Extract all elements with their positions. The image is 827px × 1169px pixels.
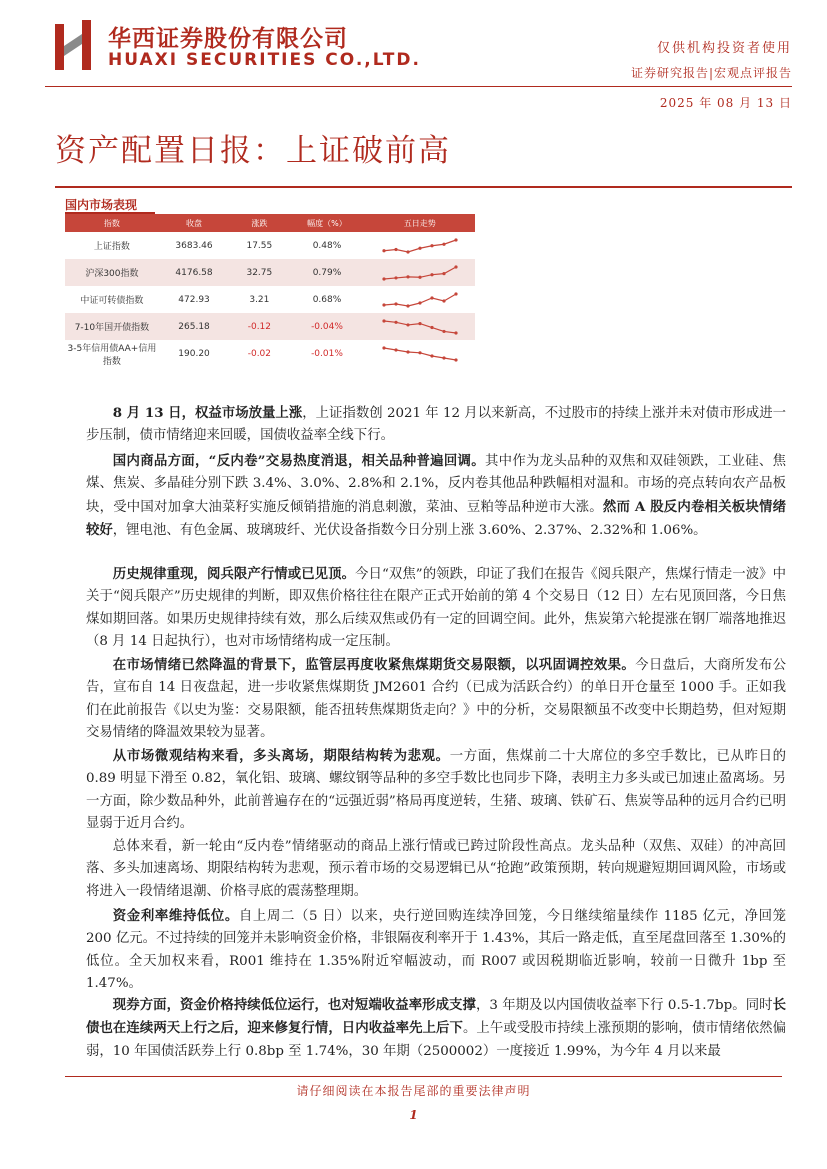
sparkline-point <box>406 250 409 253</box>
footer-divider <box>65 1076 782 1077</box>
sparkline-point <box>382 249 385 252</box>
sparkline-point <box>382 346 385 349</box>
paragraph-text: ，3 年期及以内国债收益率下行 0.5-1.7bp。同时 <box>475 998 773 1013</box>
col-header-change: 涨跌 <box>229 214 289 232</box>
cell-pct: 0.79% <box>290 259 365 286</box>
sparkline-point <box>394 276 397 279</box>
paragraph-lead-bold: 在市场情绪已然降温的背景下，监管层再度收紧焦煤期货交易限额，以巩固调控效果。 <box>112 657 636 673</box>
col-header-close: 收盘 <box>159 214 229 232</box>
cell-pct: -0.04% <box>290 313 365 340</box>
table-row <box>65 313 475 340</box>
paragraph-text: 一方面，焦煤前二十大席位的多空手数比，已从昨日的 0.89 明显下滑至 0.82，氧化铝、玻璃、螺纹钢等品种的多空手数比也同步下降，表明主力多头或已加速止盈离场。另一方面，除少数品种外，此前普遍存在的“远强近弱”格局再度逆转，生猪、玻璃、铁矿石、焦炭等品种的远月合约已明显弱于近月合约。 <box>86 749 787 831</box>
table-row <box>65 259 475 286</box>
sparkline-point <box>454 358 457 361</box>
market-table <box>65 214 475 367</box>
sparkline-point <box>406 350 409 353</box>
body-paragraph <box>86 654 786 744</box>
paragraph-lead-bold: 从市场微观结构来看，多头离场，期限结构转为悲观。 <box>112 748 450 764</box>
body-paragraph <box>86 563 786 653</box>
sparkline-point <box>418 351 421 354</box>
cell-index-name: 上证指数 <box>93 242 130 252</box>
sparkline-chart <box>380 317 460 337</box>
sparkline-point <box>406 304 409 307</box>
col-header-index: 指数 <box>65 214 159 232</box>
sparkline-point <box>418 322 421 325</box>
sparkline-chart <box>380 263 460 283</box>
audience-note: 仅供机构投资者使用 <box>656 41 792 56</box>
report-date: 2025 年 08 月 13 日 <box>659 96 792 110</box>
paragraph-text: 。上午或受股市持续上涨预期的影响，债市情绪依然偏弱，10 年国债活跃券上行 0.8bp 至 1.74%，30 年期（2500002）一度接近 1.99%，为今年 4 月以来最 <box>86 1021 787 1059</box>
table-row <box>65 232 475 259</box>
cell-index-name: 7-10年国开债指数 <box>65 313 159 340</box>
sparkline-point <box>418 301 421 304</box>
cell-change: 17.55 <box>246 240 273 251</box>
sparkline-point <box>454 238 457 241</box>
sparkline-point <box>430 325 433 328</box>
sparkline-point <box>394 302 397 305</box>
table-title: 国内市场表现 <box>65 198 138 212</box>
sparkline-point <box>394 320 397 323</box>
sparkline-point <box>418 246 421 249</box>
paragraph-lead-bold: 然而 A 股反内卷相关板块情绪较好 <box>86 498 786 538</box>
cell-change: -0.12 <box>229 313 289 340</box>
cell-change: 32.75 <box>229 259 289 286</box>
page-number: 1 <box>409 1108 418 1122</box>
sparkline-point <box>454 331 457 334</box>
body-paragraph <box>86 836 786 903</box>
sparkline-point <box>406 323 409 326</box>
sparkline-point <box>430 296 433 299</box>
cell-close: 472.93 <box>178 294 210 305</box>
cell-close: 3683.46 <box>175 240 213 251</box>
brand-name-cn: 华西证券股份有限公司 <box>108 26 348 52</box>
brand-name-en: HUAXI SECURITIES CO.,LTD. <box>108 50 421 70</box>
cell-close: 190.20 <box>178 348 210 359</box>
sparkline-chart <box>380 236 460 256</box>
title-divider <box>55 186 792 188</box>
col-header-pct: 幅度（%） <box>290 214 365 232</box>
table-row <box>65 340 475 367</box>
body-paragraph <box>86 745 786 835</box>
paragraph-text: 今日盘后，大商所发布公告，宣布自 14 日夜盘起，进一步收紧焦煤期货 JM2601 合约（已成为活跃合约）的单日开仓量至 1000 手。正如我们在此前报告《以史为鉴：交易限额，能否扭转焦煤期货走向？》中的分析，交易限额虽不改变中长期趋势，但对短期交易情绪的降温效果较为显著。 <box>86 658 787 740</box>
header-divider <box>45 86 792 87</box>
table-header-row <box>65 214 475 232</box>
huaxi-logo-icon <box>55 20 97 70</box>
legal-notice: 请仔细阅读在本报告尾部的重要法律声明 <box>296 1084 531 1098</box>
sparkline-point <box>406 275 409 278</box>
sparkline-point <box>442 356 445 359</box>
body-paragraph <box>86 402 786 448</box>
sparkline-point <box>430 354 433 357</box>
paragraph-lead-bold: 国内商品方面，“反内卷”交易热度消退，相关品种普遍回调。 <box>112 453 485 469</box>
paragraph-lead-bold: 资金利率维持低位。 <box>112 908 239 924</box>
sparkline-point <box>394 348 397 351</box>
paragraph-lead-bold: 现券方面，资金价格持续低位运行，也对短端收益率形成支撑 <box>112 997 476 1013</box>
paragraph-lead-bold: 长债也在连续两天上行之后，迎来修复行情，日内收益率先上后下 <box>86 997 786 1037</box>
cell-trend <box>364 286 475 313</box>
body-paragraph <box>86 905 786 995</box>
sparkline-point <box>418 275 421 278</box>
sparkline-point <box>442 299 445 302</box>
sparkline-point <box>430 244 433 247</box>
paragraph-text: ，锂电池、有色金属、玻璃玻纤、光伏设备指数今日分别上涨 3.60%、2.37%、2.32%和 1.06%。 <box>112 522 707 538</box>
page-title: 资产配置日报：上证破前高 <box>55 133 451 169</box>
sparkline-point <box>442 242 445 245</box>
cell-trend <box>364 259 475 286</box>
table-row <box>65 286 475 313</box>
sparkline-chart <box>380 290 460 310</box>
sparkline-chart <box>380 344 460 364</box>
cell-change: -0.02 <box>247 348 272 359</box>
body-paragraph <box>86 994 786 1063</box>
paragraph-text: 总体来看，新一轮由“反内卷”情绪驱动的商品上涨行情或已跨过阶段性高点。龙头品种（双焦、双硅）的冲高回落、多头加速离场、期限结构转为悲观，预示着市场的交易逻辑已从“抢跑”政策预期，转向规避短期回调风险，市场或将进入一段情绪退潮、价格寻底的震荡整理期。 <box>86 839 786 899</box>
sparkline-point <box>454 265 457 268</box>
cell-trend <box>364 313 475 340</box>
sparkline-point <box>394 247 397 250</box>
cell-pct: 0.48% <box>312 240 342 251</box>
cell-index-name: 中证可转债指数 <box>80 296 144 306</box>
cell-index-name: 3-5年信用债AA+信用指数 <box>67 343 157 367</box>
paragraph-text: 自上周二（5 日）以来，央行逆回购连续净回笼，今日继续缩量续作 1185 亿元，净回笼 200 亿元。不过持续的回笼并未影响资金价格，非银隔夜利率开于 1.43%，其后一路走低，直至尾盘回落至 1.30%的低位。全天加权来看，R001 维持在 1.35%附近窄幅波动，而 R007 或因税期临近影响，较前一日微升 1bp 至 1.47%。 <box>86 909 786 991</box>
sparkline-point <box>442 329 445 332</box>
body-paragraph <box>86 450 786 542</box>
cell-trend <box>364 340 475 367</box>
sparkline-point <box>442 272 445 275</box>
col-header-trend: 五日走势 <box>364 214 475 232</box>
cell-index-name: 沪深300指数 <box>65 259 159 286</box>
cell-close: 4176.58 <box>159 259 229 286</box>
paragraph-text: ，上证指数创 2021 年 12 月以来新高，不过股市的持续上涨并未对债市形成进一步压制，债市情绪迎来回暖，国债收益率全线下行。 <box>86 406 786 444</box>
sparkline-point <box>454 292 457 295</box>
paragraph-lead-bold: 历史规律重现，阅兵限产行情或已见顶。 <box>112 566 356 582</box>
cell-change: 3.21 <box>249 294 270 305</box>
cell-close: 265.18 <box>159 313 229 340</box>
sparkline-point <box>430 273 433 276</box>
paragraph-text: 今日“双焦”的领跌，印证了我们在报告《阅兵限产，焦煤行情走一波》中关于“阅兵限产”历史规律的判断，即双焦价格往往在限产正式开始前的第 4 个交易日（12 日）左右见顶回落，今日焦煤如期回落。如果历史规律持续有效，那么后续双焦或仍有一定的回调空间。此外，焦炭第六轮提涨在钢厂端落地推迟（8 月 14 日起执行），也对市场情绪构成一定压制。 <box>86 567 786 649</box>
sparkline-point <box>382 277 385 280</box>
cell-trend <box>364 232 475 259</box>
cell-pct: -0.01% <box>311 348 343 359</box>
sparkline-point <box>382 303 385 306</box>
paragraph-text: 其中作为龙头品种的双焦和双硅领跌，工业硅、焦煤、焦炭、多晶硅分别下跌 3.4%、3.0%、2.8%和 2.1%，反内卷其他品种跌幅相对温和。市场的亮点转向农产品板块，受中国对加拿大油菜籽实施反倾销措施的消息刺激，菜油、豆粕等品种逆市大涨。 <box>86 454 787 515</box>
report-type: 证券研究报告|宏观点评报告 <box>630 66 792 80</box>
paragraph-lead-bold: 8 月 13 日，权益市场放量上涨 <box>112 405 303 421</box>
sparkline-point <box>382 319 385 322</box>
cell-pct: 0.68% <box>312 294 342 305</box>
